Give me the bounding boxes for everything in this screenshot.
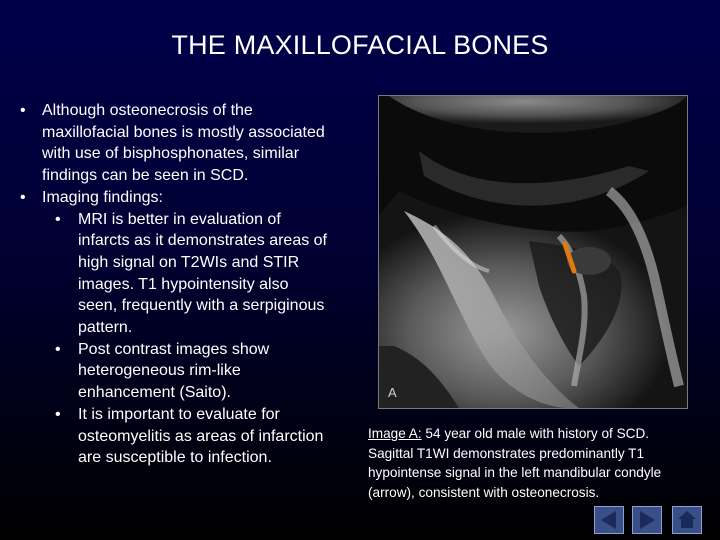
slide-title: THE MAXILLOFACIAL BONES (171, 30, 549, 60)
image-label: A (388, 385, 397, 400)
mri-image (378, 95, 688, 409)
sub-bullet-item: • MRI is better in evaluation of infarcts as it demonstrates areas of high signal on T2WIs and STIR images. T1 hypointensity also seen, frequently with a serpiginous pattern. (55, 210, 327, 337)
prev-arrow-icon (595, 507, 623, 533)
bullet-item: • Although osteonecrosis of the maxillofacial bones is mostly associated with use of bisphosphonates, similar findings can be seen in SCD. (20, 102, 325, 185)
bullet-dot: • (55, 210, 61, 228)
bullet-dot: • (55, 405, 61, 423)
home-button[interactable] (672, 506, 702, 534)
bullet-list (14, 100, 359, 469)
bullet-dot: • (20, 102, 26, 119)
next-slide-button[interactable] (632, 506, 662, 534)
next-arrow-icon (633, 507, 661, 533)
bullet-item: • Imaging findings: (14, 187, 359, 209)
bullet-dot: • (20, 188, 26, 206)
sub-bullet-item: • It is important to evaluate for osteomyelitis as areas of infarction are susceptible to infection. (55, 405, 324, 467)
image-caption: Image A: 54 year old male with history of SCD. Sagittal T1WI demonstrates predominantly T1 hypointense signal in the left mandibular condyle (arrow), consistent with osteonecrosis. (368, 426, 662, 500)
prev-slide-button[interactable] (594, 506, 624, 534)
mri-scan-graphic (379, 96, 687, 408)
bullet-dot: • (55, 340, 61, 358)
home-icon (673, 507, 701, 533)
sub-bullet-item: • Post contrast images show heterogeneous rim-like enhancement (Saito). (55, 340, 270, 402)
caption-label: Image A: (368, 426, 422, 441)
